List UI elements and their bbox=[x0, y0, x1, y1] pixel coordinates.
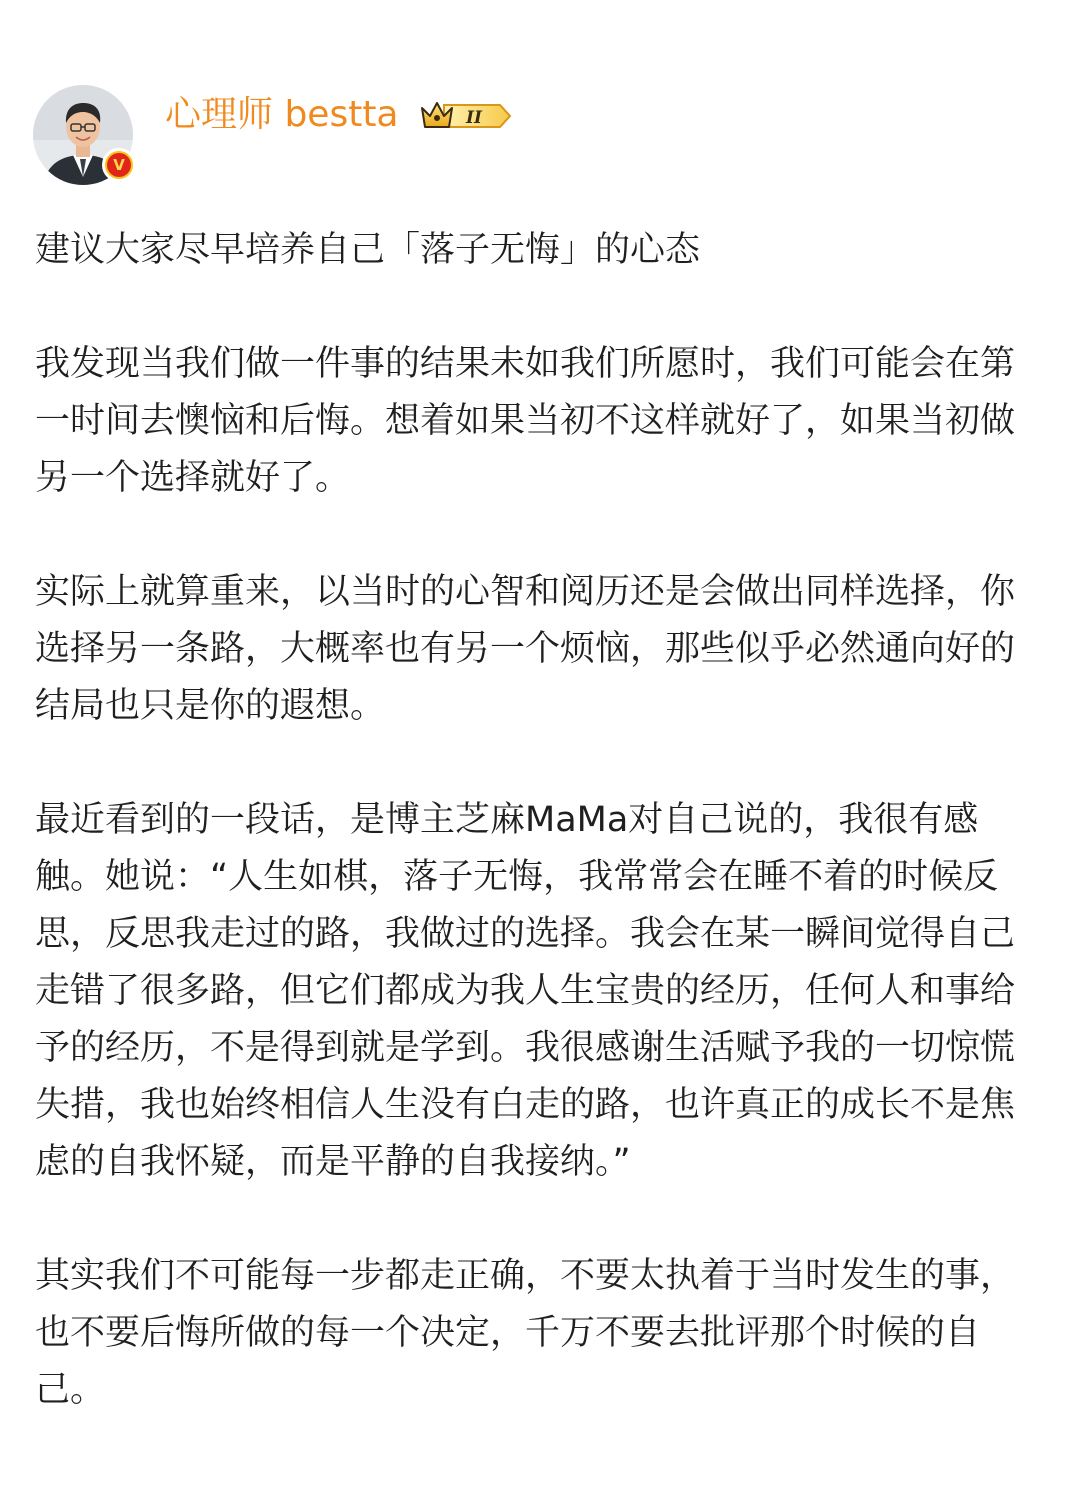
post-header bbox=[0, 0, 1080, 200]
verified-badge-icon bbox=[102, 148, 136, 182]
post-body bbox=[35, 222, 1035, 1419]
author-name[interactable]: 心理师 bestta bbox=[165, 94, 399, 135]
post-paragraph: 最近看到的一段话，是博主芝麻MaMa对自己说的，我很有感触。她说：“人生如棋，落子无悔，我常常会在睡不着的时候反思，反思我走过的路，我做过的选择。我会在某一瞬间觉得自己走错了很多路，但它们都成为我人生宝贵的经历，任何人和事给予的经历，不是得到就是学到。我很感谢生活赋予我的一切惊慌失措，我也始终相信人生没有白走的路，也许真正的成长不是焦虑的自我怀疑，而是平静的自我接纳。” bbox=[35, 800, 1016, 1182]
post-paragraph: 实际上就算重来，以当时的心智和阅历还是会做出同样选择，你选择另一条路，大概率也有另一个烦恼，那些似乎必然通向好的结局也只是你的遐想。 bbox=[35, 572, 1016, 726]
post-paragraph: 我发现当我们做一件事的结果未如我们所愿时，我们可能会在第一时间去懊恼和后悔。想着如果当初不这样就好了，如果当初做另一个选择就好了。 bbox=[35, 344, 1016, 498]
post-paragraph-title: 建议大家尽早培养自己「落子无悔」的心态 bbox=[35, 230, 701, 270]
vip-crown-badge-icon[interactable] bbox=[420, 98, 512, 134]
post-paragraph: 其实我们不可能每一步都走正确，不要太执着于当时发生的事，也不要后悔所做的每一个决定，千万不要去批评那个时候的自己。 bbox=[35, 1256, 1016, 1410]
crown-icon bbox=[420, 98, 512, 134]
verified-badge-text: V bbox=[107, 153, 131, 177]
vip-level-text: II bbox=[466, 108, 482, 128]
